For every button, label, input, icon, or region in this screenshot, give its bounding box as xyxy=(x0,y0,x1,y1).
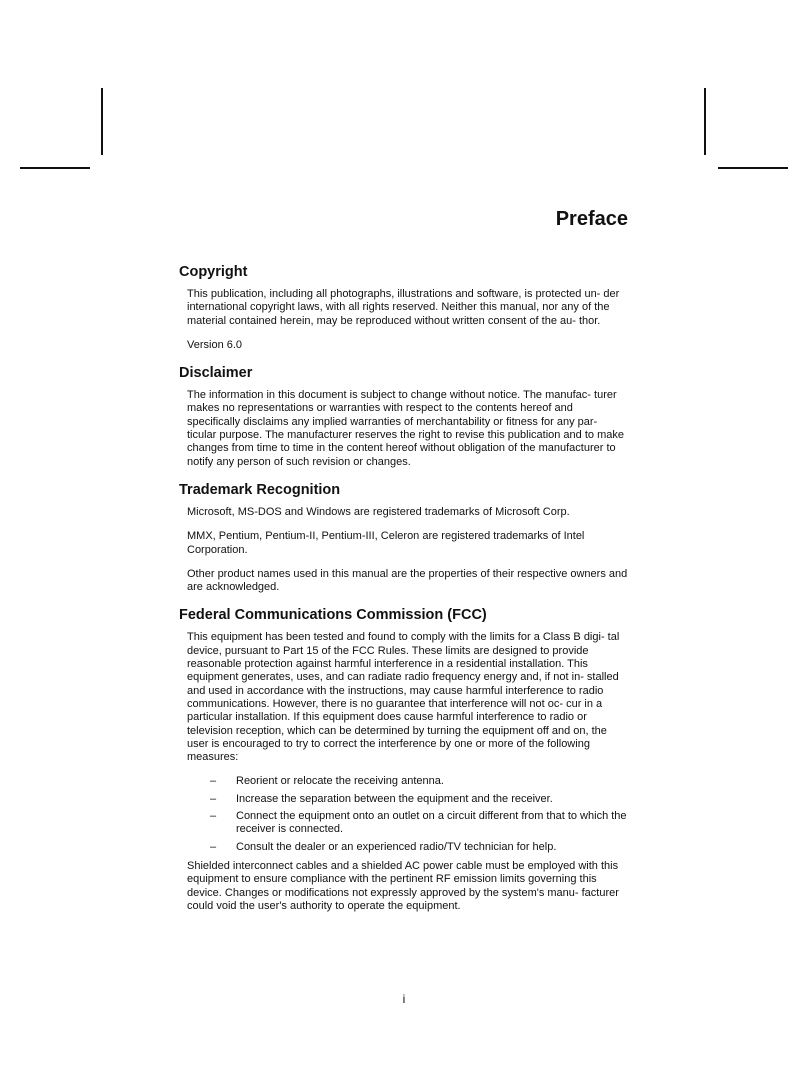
version-text: Version 6.0 xyxy=(187,338,243,351)
list-item-text: Consult the dealer or an experienced radio/TV technician for help. xyxy=(236,840,557,853)
trademark-paragraph-intel: MMX, Pentium, Pentium-II, Pentium-III, Celeron are registered trademarks of Intel Corporation. xyxy=(187,530,585,556)
list-item xyxy=(187,810,629,837)
dash-bullet: – xyxy=(210,775,217,788)
dash-bullet: – xyxy=(210,810,217,823)
list-item-text: Increase the separation between the equipment and the receiver. xyxy=(236,792,553,805)
crop-mark-top-left-vertical xyxy=(101,88,103,155)
disclaimer-heading: Disclaimer xyxy=(179,365,253,382)
list-item xyxy=(187,793,629,806)
fcc-closing-paragraph: Shielded interconnect cables and a shielded AC power cable must be employed with this equipment to ensure compliance with the pertinent RF emission limits governing this device. Changes or modifications not expressly approved by the system's manu- facturer could void the user's authority to operate the equipment. xyxy=(187,859,619,912)
list-item xyxy=(187,775,629,788)
fcc-intro-paragraph: This equipment has been tested and found to comply with the limits for a Class B digi- tal device, pursuant to Part 15 of the FCC Rules. These limits are designed to provide reasonable protection against harmful interference in a residential installation. This equipment generates, uses, and can radiate radio frequency energy and, if not in- stalled and used in accordance with the instructions, may cause harmful interference to radio communications. However, there is no guarantee that interference will not oc- cur in a particular installation. If this equipment does cause harmful interference to radio or television reception, which can be determined by turning the equipment off and on, the user is encouraged to try to correct the interference by one or more of the following measures: xyxy=(187,631,620,764)
disclaimer-section xyxy=(179,363,631,469)
copyright-section xyxy=(179,262,631,352)
trademark-paragraph-other: Other product names used in this manual are the properties of their respective owners and are acknowledged. xyxy=(187,567,628,594)
crop-mark-top-left-horizontal xyxy=(20,167,90,169)
trademark-paragraph-microsoft: Microsoft, MS-DOS and Windows are registered trademarks of Microsoft Corp. xyxy=(187,505,570,518)
main-content xyxy=(179,262,631,924)
page-title: Preface xyxy=(555,208,628,230)
dash-bullet: – xyxy=(210,840,217,853)
fcc-section xyxy=(179,605,631,913)
trademark-heading: Trademark Recognition xyxy=(179,481,341,498)
trademark-section xyxy=(179,480,631,594)
disclaimer-paragraph: The information in this document is subject to change without notice. The manufac- turer makes no representations or warranties with respect to the contents hereof and specifically disclaims any implied warranties of merchantability or fitness for any par- ticular purpose. The manufacturer reserves the right to revise this publication and to make changes from time to time in the content hereof without obligation of the manufacturer to notify any person of such revision or changes. xyxy=(187,389,624,468)
fcc-measures-list xyxy=(187,775,629,853)
list-item-text: Reorient or relocate the receiving antenna. xyxy=(236,775,444,788)
crop-mark-top-right-horizontal xyxy=(718,167,788,169)
list-item-text: Connect the equipment onto an outlet on a circuit different from that to which the receiver is connected. xyxy=(236,810,627,836)
crop-mark-top-right-vertical xyxy=(704,88,706,155)
list-item xyxy=(187,841,629,854)
fcc-heading: Federal Communications Commission (FCC) xyxy=(179,607,487,624)
dash-bullet: – xyxy=(210,792,217,805)
copyright-heading: Copyright xyxy=(179,264,248,280)
page-number: i xyxy=(402,992,406,1006)
copyright-paragraph: This publication, including all photographs, illustrations and software, is protected un- der international copyright laws, with all rights reserved. Neither this manual, nor any of the material contained herein, may be reproduced without written consent of the au- thor. xyxy=(187,288,620,327)
